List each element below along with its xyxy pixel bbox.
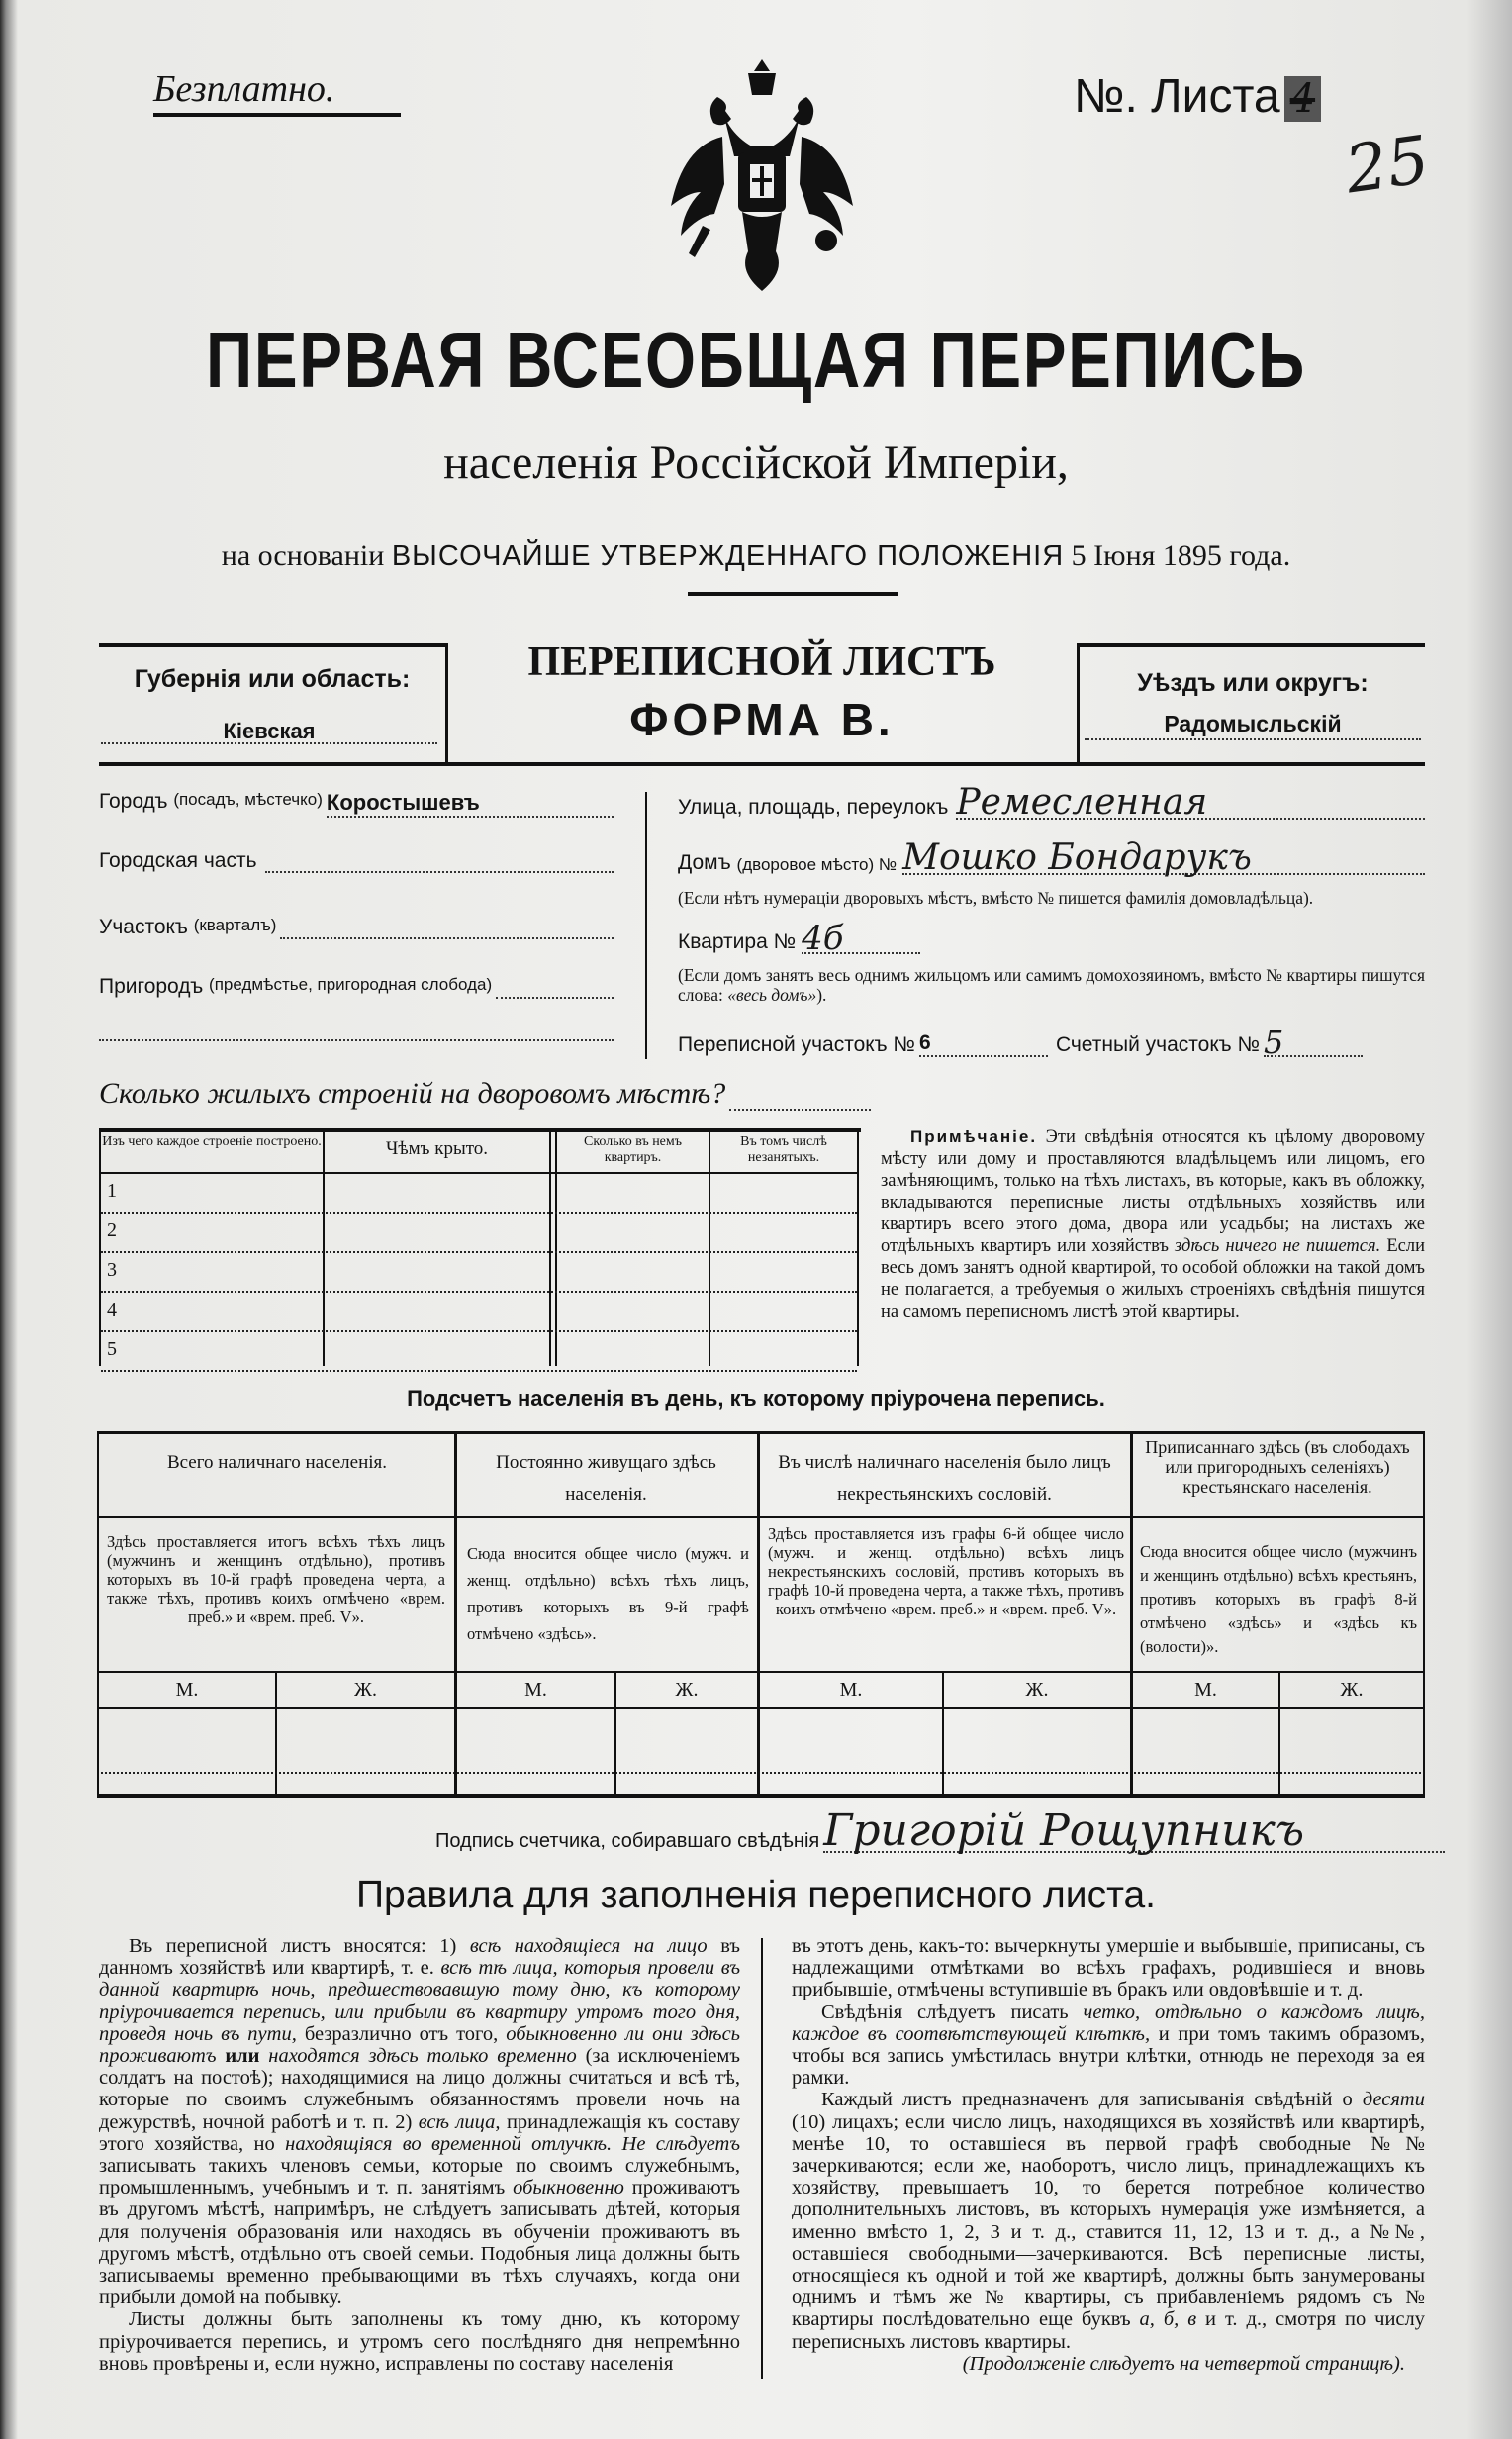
archive-number: 25 — [1341, 121, 1434, 209]
population-bottom-rule — [97, 1794, 1425, 1798]
rules-text: Въ переписной листъ вносятся: 1) — [129, 1935, 470, 1957]
suburb-hint: (предмѣстье, пригородная слобода) — [209, 975, 493, 994]
rules-text: и при томъ такимъ образомъ, чтобы вся запись умѣстилась внутри клѣтки, отнюдь не переходя за ея рамки. — [792, 2022, 1425, 2090]
rules-text: (10) лицахъ; если число лицъ, находящихся въ хозяйствѣ или квартирѣ, менѣе 10, то оставшіеся въ первой графѣ свободные №№ зачеркиваются; если же, наоборотъ, число лицъ, принадлежащихъ къ хозяйству, превышаетъ 10, то берется потребное количество дополнительныхъ листовъ, въ которыхъ нумерація уже измѣняется, а именно вмѣсто 1, 2, 3 и т. д., ставится 11, 12, 13 и т. д., а №№, оставшіеся свободными—зачеркиваются. Всѣ переписные листы, относящіеся къ одной и той же квартирѣ, должны быть занумерованы однимъ и тѣмъ же № квартиры, съ прибавленіемъ рядомъ съ № квартиры послѣдовательно еще буквъ — [792, 2110, 1425, 2331]
rules-emphasis: всѣ находящіеся на лицо — [469, 1935, 708, 1957]
pop-col-permanent-title: Постоянно живущаго здѣсь населенія. — [496, 1452, 716, 1505]
rules-paragraph — [99, 1935, 740, 2308]
pop-col-nonpeasant-title: Въ числѣ наличнаго населенія было лицъ некрестьянскихъ сословій. — [778, 1452, 1111, 1505]
rules-text: проживаютъ въ другомъ мѣстѣ, напримѣръ, не слѣдуетъ записывать дѣтей, которыя для полученія образованія или находясь въ обученіи проживаютъ въ другомъ мѣстѣ, отдѣльно отъ своей семьи. Подобныя лица должны быть записываемы временно пребывающими въ тѣхъ случаяхъ, когда они прибыли домой на побывку. — [99, 2177, 740, 2309]
note-text: Эти свѣдѣнія относятся къ цѣлому дворовому мѣсту или дому и проставляются владѣльцемъ или лицомъ, его замѣняющимъ, только на тѣхъ листахъ, въ которые, какъ въ обложку, вкладываются переписные листы отдѣльныхъ хозяйствъ или квартиръ всего этого дома, двора или усадьбы; на листахъ же отдѣльныхъ квартиръ или хозяйствъ — [881, 1127, 1425, 1256]
house-hint: (дворовое мѣсто) № — [736, 855, 898, 874]
pop-total-male: М. — [175, 1679, 199, 1701]
pop-permanent-male-field[interactable] — [454, 1710, 614, 1772]
pop-col-peasant-title: Приписаннаго здѣсь (въ слободахъ или пригородныхъ селеніяхъ) крестьянскаго населенія. — [1145, 1437, 1410, 1497]
house-row — [678, 837, 1425, 878]
city-part-row — [99, 849, 614, 873]
buildings-top-rule — [99, 1128, 861, 1132]
buildings-col-roof: Чѣмъ крыто. — [385, 1138, 489, 1159]
pop-col-nonpeasant-desc: Здѣсь проставляется изъ графы 6-й общее число (мужч. и женщ. отдѣльно) всѣхъ лицъ некрестьянскихъ сословій, противъ которыхъ въ графѣ 10-й проведена черта, а также тѣхъ, противъ коихъ отмѣчено «врем. преб.» и «врем. преб. V». — [768, 1524, 1124, 1618]
free-text: Безплатно. — [153, 68, 335, 110]
building-row[interactable] — [101, 1332, 857, 1372]
building-row[interactable] — [101, 1174, 857, 1214]
building-row[interactable] — [101, 1214, 857, 1253]
building-row-number: 2 — [107, 1220, 117, 1241]
subtitle: населенія Россійской Имперіи, — [443, 437, 1069, 489]
apartment-label: Квартира № — [678, 930, 797, 953]
apartment-note-text: (Если домъ занятъ весь однимъ жильцомъ или самимъ домохозяиномъ, вмѣсто № квартиры пишутся слова: — [678, 965, 1425, 1005]
apartment-row — [678, 919, 920, 958]
house-note: (Если нѣтъ нумераціи дворовыхъ мѣстъ, вмѣсто № пишется фамилія домовладѣльца). — [678, 888, 1314, 908]
rules-left-column — [99, 1935, 740, 2375]
apartment-note — [678, 965, 1425, 1005]
box-bottom-rule — [99, 762, 1425, 766]
rules-paragraph: въ этотъ день, какъ-то: вычеркнуты умершіе и выбывшіе, приписаны, съ надлежащими отмѣтками во всѣхъ графахъ, родившіеся и вновь прибывшіе, отмѣчены вступившіе въ бракъ или овдовѣвшіе и т. д. — [792, 1935, 1425, 2001]
rules-text: безразлично отъ того, — [296, 2022, 507, 2045]
address-divider — [645, 792, 647, 1059]
rules-emphasis: всѣ тѣ лица, которыя провели въ данной квартирѣ ночь, предшествовавшую тому дню, къ которому пріурочивается перепись, или прибыли въ квартиру утромъ того дня, проведя ночь въ пути, — [99, 1957, 740, 2045]
note-text-end: Если весь домъ занятъ одной квартирой, то особой обложки на такой домъ не полагается, а требуемыя о жилыхъ строеніяхъ свѣдѣнія пишутся на самомъ переписномъ листѣ этой квартиры. — [881, 1236, 1425, 1321]
guberniya-label: Губернія или область: — [134, 665, 411, 693]
city-part-label: Городская часть — [99, 849, 257, 872]
building-row[interactable] — [101, 1293, 857, 1332]
rules-right-column — [792, 1935, 1425, 2375]
census-district-field[interactable]: 6 — [919, 1031, 1048, 1057]
district-row — [99, 916, 614, 939]
buildings-col-vacant: Въ томъ числѣ незанятыхъ. — [740, 1134, 827, 1165]
buildings-count-field[interactable] — [729, 1109, 871, 1111]
rules-text: Свѣдѣнія слѣдуетъ писать — [821, 2000, 1084, 2023]
page-title: ПЕРВАЯ ВСЕОБЩАЯ ПЕРЕПИСЬ — [206, 316, 1306, 404]
rules-paragraph — [792, 2001, 1425, 2090]
pop-permanent-female: Ж. — [675, 1679, 699, 1701]
city-label: Городъ — [99, 790, 168, 813]
rules-heading: Правила для заполненія переписного листа. — [355, 1874, 1157, 1916]
building-row-number: 1 — [107, 1180, 117, 1202]
population-top-rule — [97, 1431, 1425, 1434]
census-district-label: Переписной участокъ № — [678, 1033, 915, 1056]
pop-total-female: Ж. — [354, 1679, 377, 1701]
suburb-row — [99, 975, 614, 999]
buildings-col-apartments: Сколько въ немъ квартиръ. — [583, 1134, 682, 1165]
district-label: Участокъ — [99, 916, 188, 938]
pop-col-total-desc: Здѣсь проставляется итогъ всѣхъ тѣхъ лицъ (мужчинъ и женщинъ отдѣльно), противъ которыхъ въ 10-й графѣ проведена черта, а также тѣхъ, противъ коихъ отмѣчено «врем. преб.» и «врем. преб. V». — [107, 1532, 445, 1626]
signature-label: Подпись счетчика, собиравшаго свѣдѣнія — [435, 1830, 820, 1852]
rules-emphasis: а, б, в — [1139, 2308, 1197, 2331]
city-hint: (посадъ, мѣстечко) — [173, 790, 323, 809]
pop-peasant-male-field[interactable] — [1128, 1710, 1276, 1772]
pop-peasant-male: М. — [1194, 1679, 1217, 1701]
form-name: ФОРМА В. — [629, 694, 895, 745]
house-field[interactable]: Мошко Бондарукъ — [902, 843, 1425, 875]
box-divider-right — [1077, 643, 1080, 764]
rules-emphasis: находящіяся во временной отлучкѣ. Не слѣдуетъ — [285, 2132, 740, 2155]
pop-col-peasant-desc: Сюда вносится общее число (мужчинъ и женщинъ отдѣльно) всѣхъ крестьянъ, противъ которыхъ въ графѣ 8-й отмѣчено «здѣсь» и «здѣсь къ (волости)». — [1140, 1542, 1417, 1656]
title-divider — [688, 592, 898, 596]
pop-total-male-field[interactable] — [99, 1710, 275, 1772]
house-label: Домъ — [678, 851, 731, 874]
population-heading: Подсчетъ населенія въ день, къ которому пріурочена перепись. — [407, 1386, 1105, 1411]
sheet-number-label: №. Листа — [1074, 70, 1280, 123]
population-value-line — [97, 1772, 1425, 1774]
rules-text: принадлежащія къ составу этого хозяйства, но — [99, 2110, 740, 2155]
building-row[interactable] — [101, 1253, 857, 1293]
buildings-right-border — [857, 1128, 859, 1366]
free-label — [153, 67, 401, 117]
box-top-left-rule — [99, 643, 445, 647]
city-row — [99, 790, 614, 818]
census-district-row — [678, 1024, 1363, 1061]
street-field[interactable]: Ремесленная — [956, 788, 1425, 820]
building-row-number: 3 — [107, 1259, 117, 1281]
free-underline — [153, 113, 401, 117]
rules-divider — [761, 1938, 763, 2379]
note-block — [881, 1126, 1425, 1322]
signature-row — [435, 1805, 1445, 1856]
basis-date: 5 Іюня 1895 года. — [1071, 539, 1291, 572]
uezd-field[interactable]: Радомысльскій — [1085, 711, 1421, 740]
rules-emphasis: находятся здѣсь только временно — [268, 2045, 577, 2068]
title-wrap — [0, 315, 1512, 406]
rules-text: въ данномъ хозяйствѣ или квартирѣ, т. е. — [99, 1935, 740, 1980]
pop-nonpeasant-male-field[interactable] — [756, 1710, 940, 1772]
suburb-field[interactable] — [496, 975, 614, 999]
imperial-eagle-emblem — [663, 57, 861, 295]
pop-peasant-female: Ж. — [1340, 1679, 1364, 1701]
rules-emphasis: всѣ лица, — [418, 2110, 501, 2133]
pop-nonpeasant-female-field[interactable] — [940, 1710, 1128, 1772]
signature-field[interactable]: Григорій Рощупникъ — [823, 1811, 1445, 1853]
rules-paragraph — [792, 2089, 1425, 2352]
population-right-border — [1423, 1431, 1425, 1796]
district-field[interactable] — [280, 916, 614, 939]
building-row-number: 4 — [107, 1299, 117, 1320]
note-title: Примѣчаніе. — [910, 1127, 1038, 1146]
buildings-rows — [101, 1174, 857, 1372]
sheet-number — [1074, 69, 1321, 124]
count-district-field[interactable]: 5 — [1264, 1029, 1363, 1057]
pop-permanent-female-field[interactable] — [614, 1710, 756, 1772]
pop-total-female-field[interactable] — [275, 1710, 454, 1772]
population-desc-rule — [97, 1671, 1425, 1673]
rules-text: (за исключеніемъ солдатъ на постоѣ); находящимися на лицо должны считаться и всѣ тѣ, которые по своимъ служебнымъ обязанностямъ провели ночь на дежурствѣ, ночной работѣ и т. п. 2) — [99, 2045, 740, 2133]
apartment-note-italic: «весь домъ» — [727, 985, 817, 1005]
rules-emphasis: обыкновенно ли они здѣсь проживаютъ — [99, 2022, 740, 2068]
apartment-field[interactable]: 4б — [802, 925, 920, 954]
sheet-number-value: 4 — [1284, 76, 1321, 122]
city-part-field[interactable] — [265, 849, 614, 873]
rules-paragraph: Листы должны быть заполнены къ тому дню, къ которому пріурочивается перепись, и утромъ сего послѣдняго дня непремѣнно вновь провѣрены и, если нужно, исправлены по составу населенія — [99, 2308, 740, 2375]
legal-basis — [0, 539, 1512, 573]
count-district-label: Счетный участокъ № — [1055, 1033, 1261, 1056]
buildings-col-material: Изъ чего каждое строеніе построено. — [102, 1134, 322, 1149]
box-top-right-rule — [1079, 643, 1425, 647]
apartment-note-end: ). — [816, 985, 827, 1005]
rules-text: записывать такихъ членовъ семьи, которые по своимъ служебнымъ, промышленнымъ, учебнымъ и т. п. занятіямъ — [99, 2155, 740, 2199]
guberniya-field[interactable]: Кіевская — [101, 719, 437, 744]
population-title-rule — [97, 1516, 1425, 1518]
pop-col-permanent-desc: Сюда вносится общее число (мужч. и женщ. отдѣльно) всѣхъ тѣхъ лицъ, противъ которыхъ въ 9-й графѣ отмѣчено «здѣсь». — [467, 1544, 749, 1643]
pop-nonpeasant-male: М. — [839, 1679, 863, 1701]
district-hint: (кварталъ) — [193, 916, 277, 934]
rules-emphasis: обыкновенно — [513, 2177, 624, 2199]
suburb-field-extra[interactable] — [99, 1020, 614, 1041]
pop-peasant-female-field[interactable] — [1276, 1710, 1420, 1772]
pop-nonpeasant-female: Ж. — [1025, 1679, 1049, 1701]
building-row-number: 5 — [107, 1338, 117, 1360]
population-value-fields — [99, 1710, 1423, 1772]
street-label: Улица, площадь, переулокъ — [678, 796, 949, 819]
population-mf-rule — [97, 1707, 1425, 1709]
rules-text: и т. д., смотря по числу переписныхъ листовъ квартиры. — [792, 2308, 1425, 2353]
pop-col-total-title: Всего наличнаго населенія. — [166, 1452, 388, 1473]
buildings-question-row — [99, 1077, 871, 1111]
uezd-label: Уѣздъ или округъ: — [1137, 669, 1369, 697]
suburb-label: Пригородъ — [99, 975, 204, 998]
city-field[interactable]: Коростышевъ — [327, 790, 614, 818]
pop-permanent-male: М. — [524, 1679, 547, 1701]
rules-continued: (Продолженіе слѣдуетъ на четвертой страницѣ). — [962, 2352, 1405, 2375]
rules-emphasis: четко, отдѣльно о каждомъ лицѣ, каждое въ соотвѣтствующей клѣткѣ, — [792, 2000, 1425, 2045]
buildings-question: Сколько жилыхъ строеній на дворовомъ мѣстѣ? — [99, 1077, 726, 1110]
rules-text: Каждый листъ предназначенъ для записыванія свѣдѣній о — [821, 2089, 1363, 2111]
rules-emphasis: десяти — [1362, 2089, 1425, 2111]
rules-text: или — [216, 2045, 269, 2068]
street-row — [678, 782, 1425, 823]
basis-prefix: на основаніи — [221, 539, 385, 572]
note-italic: здѣсь ничего не пишется. — [1175, 1236, 1381, 1256]
form-title: ПЕРЕПИСНОЙ ЛИСТЪ — [527, 639, 996, 685]
basis-main: ВЫСОЧАЙШЕ УТВЕРЖДЕННАГО ПОЛОЖЕНІЯ — [391, 540, 1065, 572]
